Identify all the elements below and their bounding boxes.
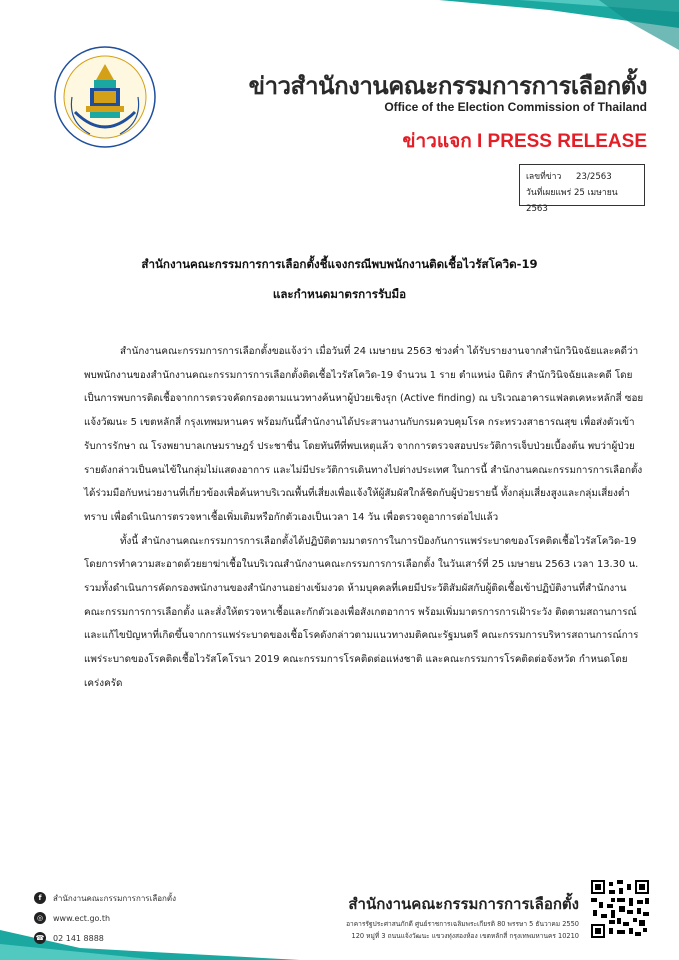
qr-code-icon[interactable] [591,880,649,938]
facebook-icon: f [34,892,46,904]
paragraph-2: ทั้งนี้ สำนักงานคณะกรรมการการเลือกตั้งได้ปฏิบัติตามมาตรการในการป้องกันการแพร่ระบาดของโรคติดเชื้อไวรัสโควิด-19 โดยการทำความสะอาดด้วยยาฆ่าเชื้อในบริเวณสำนักงานคณะกรรมการการเลือกตั้ง ในวันเสาร์ที่ 25 เมษายน 2563 เวลา 13.30 น. รวมทั้งดำเนินการคัดกรองพนักงานของสำนักงานอย่างเข้มงวด ห้ามบุคคลที่เคยมีประวัติสัมผัสกับผู้ติดเชื้อเข้าปฏิบัติงานที่สำนักงานคณะกรรมการการเลือกตั้ง และสั่งให้ตรวจหาเชื้อและกักตัวเองเพื่อสังเกตอาการ พร้อมเพิ่มมาตรการการเฝ้าระวัง ติดตามสถานการณ์และแก้ไขปัญหาที่เกิดขึ้นจากการแพร่ระบาดของเชื้อโรคดังกล่าวตามแนวทางมติคณะรัฐมนตรี คณะกรรมการบริหารสถานการณ์การแพร่ระบาดของโรคติดเชื้อไวรัสโคโรนา 2019 คณะกรรมการโรคติดต่อแห่งชาติ และคณะกรรมการโรคติดต่อจังหวัด กำหนดโดยเคร่งครัด [84,535,639,689]
facebook-label: สำนักงานคณะกรรมการการเลือกตั้ง [53,893,176,903]
headline-line-1: สำนักงานคณะกรรมการการเลือกตั้งชี้แจงกรณีพบพนักงานติดเชื้อไวรัสโควิด-19 [141,257,538,271]
ect-emblem-logo [50,42,160,152]
footer-org-name: สำนักงานคณะกรรมการการเลือกตั้ง [348,895,579,913]
org-title-thai: ข่าวสำนักงานคณะกรรมการการเลือกตั้ง [248,72,647,100]
footer-contacts [34,888,176,948]
release-number-row [526,169,638,185]
website-label: www.ect.go.th [53,913,111,923]
release-number-label: เลขที่ข่าว [526,172,562,182]
release-date-value: 25 เมษายน 2563 [526,188,618,214]
paragraph-1: สำนักงานคณะกรรมการการเลือกตั้งขอแจ้งว่า เมื่อวันที่ 24 เมษายน 2563 ช่วงค่ำ ได้รับรายงานจากสำนักวินิจฉัยและคดีว่า พบพนักงานของสำนักงานคณะกรรมการการเลือกตั้งติดเชื้อไวรัสโควิด-19 จำนวน 1 ราย ตำแหน่ง นิติกร สำนักวินิจฉัยและคดี โดยเป็นการพบการติดเชื้อจากการตรวจคัดกรองตามแนวทางค้นหาผู้ป่วยเชิงรุก (Active finding) ณ บริเวณอาคารแฟลตเคหะหลักสี่ ซอยแจ้งวัฒนะ 5 เขตหลักสี่ กรุงเทพมหานคร พร้อมกันนี้สำนักงานได้ประสานงานกับกรมควบคุมโรค กระทรวงสาธารณสุข เพื่อส่งตัวเข้ารับการรักษา ณ โรงพยาบาลเกษมราษฎร์ ประชาชื่น โดยทันทีที่พบเหตุแล้ว จากการตรวจสอบประวัติการเจ็บป่วยเบื้องต้น พบว่าผู้ป่วยรายดังกล่าวเป็นคนไข้ในกลุ่มไม่แสดงอาการ และไม่มีประวัติการเดินทางไปต่างประเทศ ในการนี้ สำนักงานคณะกรรมการการเลือกตั้งได้ร่วมมือกับหน่วยงานที่เกี่ยวข้องเพื่อค้นหาบริเวณพื้นที่เสี่ยงเพื่อแจ้งให้ผู้สัมผัสใกล้ชิดกับผู้ป่วยรายนี้ ทั้งกลุ่มเสี่ยงสูงและกลุ่มเสี่ยงต่ำทราบ เพื่อดำเนินการตรวจหาเชื้อเพิ่มเติมหรือกักตัวเองเป็นเวลา 14 วัน เพื่อตรวจดูอาการต่อไปแล้ว [84,346,644,523]
corner-decoration-top [379,0,679,60]
press-release-label: ข่าวแจก I PRESS RELEASE [402,131,647,152]
phone-label: 02 141 8888 [53,933,104,943]
release-date-row [526,185,638,217]
footer-address-line-2: 120 หมู่ที่ 3 ถนนแจ้งวัฒนะ แขวงทุ่งสองห้อง เขตหลักสี่ กรุงเทพมหานคร 10210 [351,932,579,940]
org-title-english: Office of the Election Commission of Thailand [384,100,647,114]
phone-contact[interactable] [34,928,176,948]
globe-icon: ◎ [34,912,46,924]
phone-icon: ☎ [35,934,45,942]
footer-address-line-1: อาคารรัฐประศาสนภักดี ศูนย์ราชการเฉลิมพระเกียรติ 80 พรรษา 5 ธันวาคม 2550 [346,920,579,928]
article-body [84,340,645,696]
website-contact[interactable] [34,908,176,928]
release-number-value: 23/2563 [576,172,612,182]
release-info-box [519,164,645,214]
headline-line-2: และกำหนดมาตรการรับมือ [272,287,407,301]
release-date-label: วันที่เผยแพร่ [526,188,572,198]
facebook-contact[interactable] [34,888,176,908]
